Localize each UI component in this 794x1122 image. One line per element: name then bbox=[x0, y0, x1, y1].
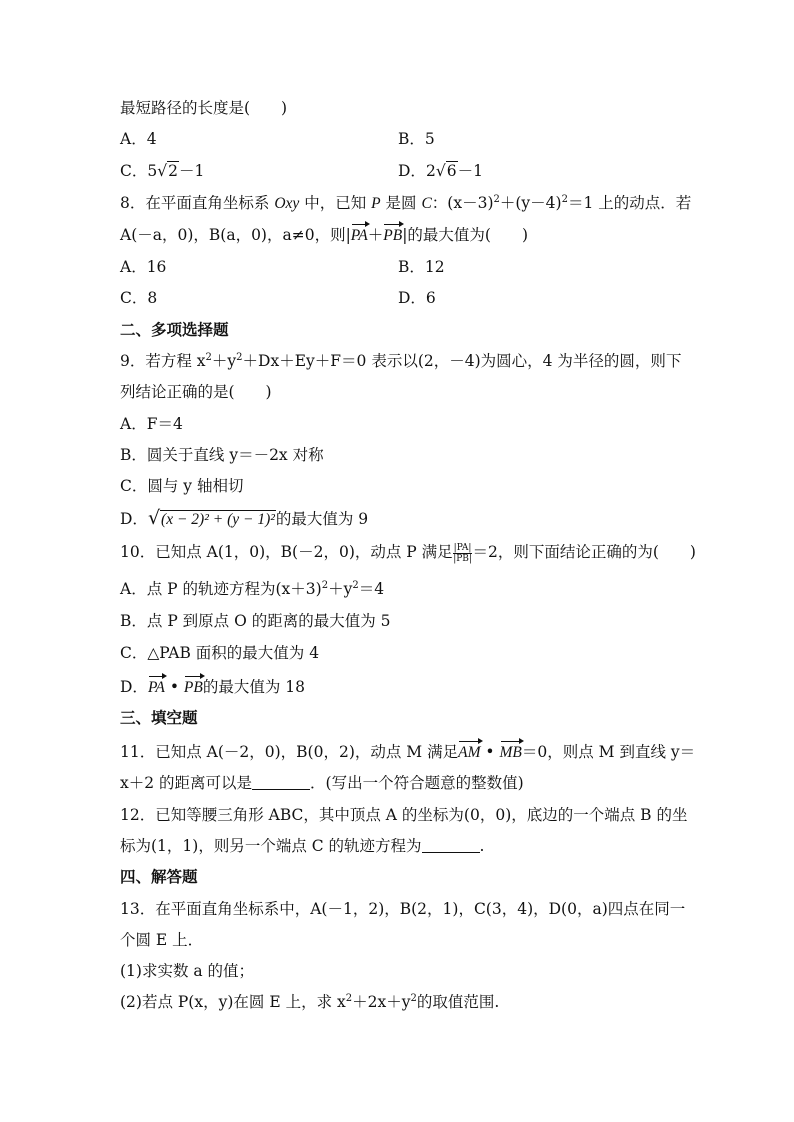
vector-pb: PB bbox=[184, 677, 203, 699]
q8-stem-line-1: 8．在平面直角坐标系 Oxy 中，已知 P 是圆 C：$(x-3)^2+(y-4)^2=1$ 上的动点．若 bbox=[120, 194, 692, 212]
q8-option-b: B．12 bbox=[398, 258, 445, 276]
q7-option-b: B．5 bbox=[398, 130, 435, 148]
q10-option-a: A．点 P 的轨迹方程为$(x+3)^2+y^2=4$ bbox=[120, 580, 385, 598]
q12-stem-line-2: 标为(1，1)，则另一个端点 C 的轨迹方程为 . bbox=[120, 837, 485, 855]
vector-pa: PA bbox=[351, 225, 368, 247]
q11-stem-line-1: 11．已知点 A(－2，0)，B(0，2)，动点 M 满足AM • MB＝0，则点 M 到直线 y＝ bbox=[120, 741, 695, 764]
q9-option-c: C．圆与 y 轴相切 bbox=[120, 477, 244, 495]
answer-blank[interactable] bbox=[252, 775, 310, 790]
vector-am: AM bbox=[458, 742, 480, 764]
fraction-pa-over-pb: $\frac{|PA|}{|PB|}$ bbox=[453, 542, 472, 564]
q9-option-b: B．圆关于直线 y＝－2x 对称 bbox=[120, 446, 324, 464]
q9-option-d: D．√(x − 2)² + (y − 1)²的最大值为 9 bbox=[120, 507, 369, 529]
q7-option-a: A．4 bbox=[120, 130, 157, 148]
q9-stem-line-2: 列结论正确的是( ) bbox=[120, 383, 272, 401]
sqrt-radicand: 6 bbox=[446, 162, 457, 180]
q8-option-c: C．8 bbox=[120, 289, 158, 307]
q8-stem-line-2: A(－a，0)，B(a，0)，a≠0，则|PA＋PB|的最大值为( ) bbox=[120, 224, 528, 247]
vector-mb: MB bbox=[500, 742, 522, 764]
q10-option-c: C．△PAB 面积的最大值为 4 bbox=[120, 644, 320, 662]
q9-stem-line-1: 9．若方程 $x^2+y^2+Dx+Ey+F=0$ 表示以(2，－4)为圆心，4 为半径的圆，则下 bbox=[120, 352, 682, 370]
q11-stem-line-2: x＋2 的距离可以是 ．(写出一个符合题意的整数值) bbox=[120, 774, 524, 792]
q13-stem-line-1: 13．在平面直角坐标系中，A(－1，2)，B(2，1)，C(3，4)，D(0，a)四点在同一 bbox=[120, 900, 686, 918]
q12-stem-line-1: 12．已知等腰三角形 ABC，其中顶点 A 的坐标为(0，0)，底边的一个端点 B 的坐 bbox=[120, 806, 688, 824]
q13-part-2: (2)若点 P(x，y)在圆 E 上，求 $x^2+2x+y^2$的取值范围. bbox=[120, 993, 500, 1011]
q9-option-a: A．F＝4 bbox=[120, 415, 183, 433]
q13-stem-line-2: 个圆 E 上． bbox=[120, 931, 204, 949]
q10-stem: 10．已知点 A(1，0)，B(－2，0)，动点 P 满足 $\frac{|PA|}{|PB|}$ ＝2，则下面结论正确的为( ) bbox=[120, 542, 696, 564]
section-heading-solutions: 四、解答题 bbox=[120, 867, 198, 886]
sqrt-radicand: (x − 2)² + (y − 1)² bbox=[161, 511, 275, 528]
section-heading-fill-in: 三、填空题 bbox=[120, 708, 198, 727]
section-heading-multiple-choice: 二、多项选择题 bbox=[120, 320, 229, 339]
q10-option-d: D．PA • PB的最大值为 18 bbox=[120, 676, 305, 699]
q7-stem-continuation: 最短路径的长度是( ) bbox=[120, 99, 288, 117]
q8-option-d: D．6 bbox=[398, 289, 436, 307]
vector-pb: PB bbox=[383, 225, 402, 247]
sqrt-radicand: 2 bbox=[168, 162, 179, 180]
q13-part-1: (1)求实数 a 的值； bbox=[120, 962, 255, 980]
q7-option-d: D．2√6－1 bbox=[398, 162, 483, 180]
q8-option-a: A．16 bbox=[120, 258, 167, 276]
q7-option-c: C．5√2－1 bbox=[120, 162, 205, 180]
answer-blank[interactable] bbox=[422, 838, 480, 853]
q10-option-b: B．点 P 到原点 O 的距离的最大值为 5 bbox=[120, 612, 391, 630]
vector-pa: PA bbox=[148, 677, 165, 699]
